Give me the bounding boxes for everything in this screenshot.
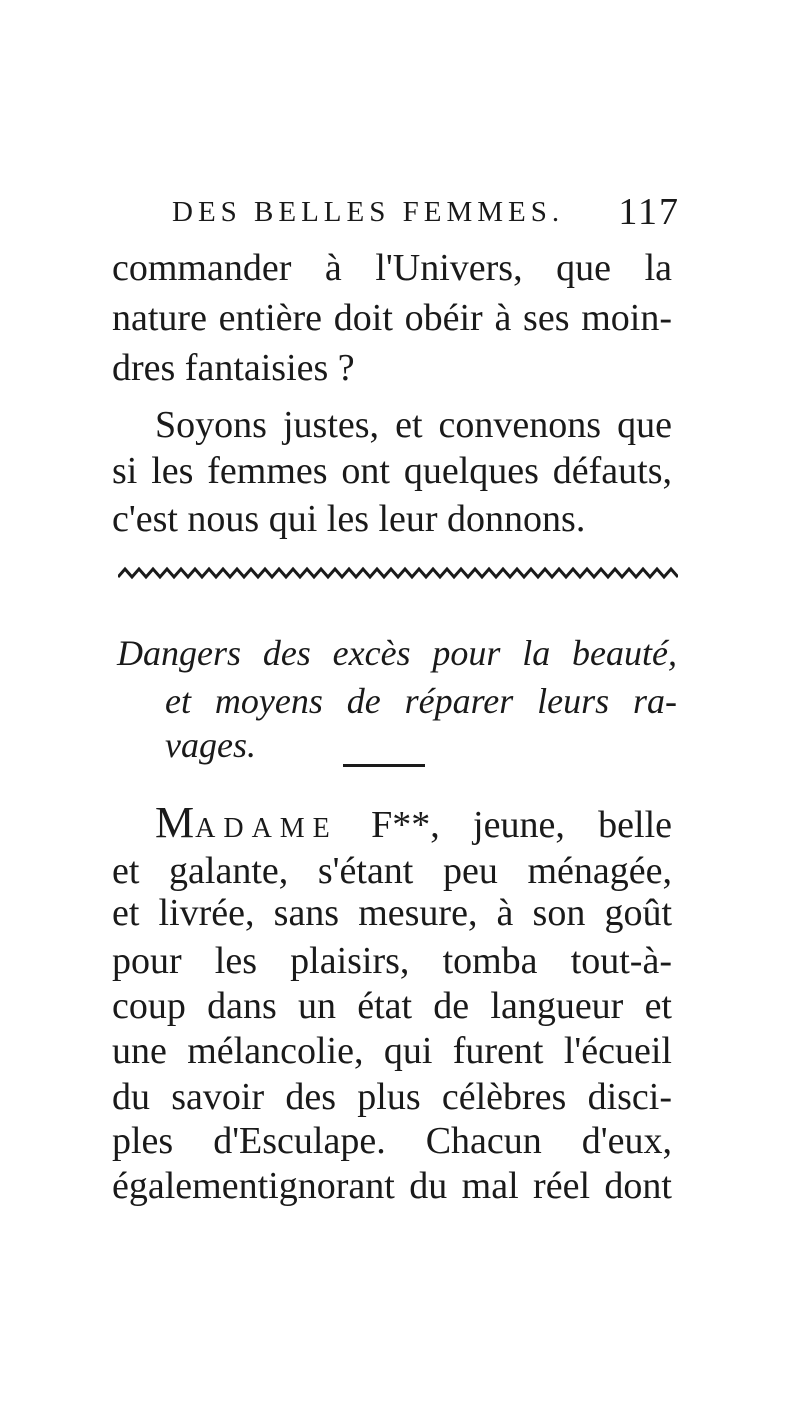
text-line: ples d'Esculape. Chacun d'eux, [112, 1120, 672, 1162]
text-line: c'est nous qui les leur donnons. [112, 498, 586, 540]
text-line: si les femmes ont quelques défauts, [112, 450, 672, 492]
section-heading-line: et moyens de réparer leurs ra- [165, 681, 677, 721]
text-line: Soyons justes, et convenons que [155, 404, 672, 446]
text-line: dres fantaisies ? [112, 347, 355, 389]
short-rule-divider [343, 764, 425, 767]
text-line: du savoir des plus célèbres disci- [112, 1076, 672, 1118]
running-title: DES BELLES FEMMES. [172, 196, 565, 228]
ornament-divider [118, 562, 678, 584]
text-line: nature entière doit obéir à ses moin- [112, 297, 672, 339]
lead-line-rest: F**, jeune, belle [337, 804, 672, 846]
text-line: coup dans un état de langueur et [112, 985, 672, 1027]
text-line [155, 800, 672, 852]
text-line: et galante, s'étant peu ménagée, [112, 850, 672, 892]
section-heading-line: Dangers des excès pour la beauté, [117, 633, 677, 673]
page-number: 117 [618, 191, 680, 233]
text-line: pour les plaisirs, tomba tout-à- [112, 940, 672, 982]
text-line: et livrée, sans mesure, à son goût [112, 892, 672, 934]
lead-smallcaps: ADAME [195, 813, 338, 844]
text-line: commander à l'Univers, que la [112, 247, 672, 289]
text-line: égalementignorant du mal réel dont [112, 1165, 672, 1207]
lead-word [155, 798, 338, 847]
lead-initial: M [155, 798, 196, 847]
text-line: une mélancolie, qui furent l'écueil [112, 1030, 672, 1072]
running-header [172, 191, 680, 236]
section-heading-line: vages. [165, 725, 256, 765]
